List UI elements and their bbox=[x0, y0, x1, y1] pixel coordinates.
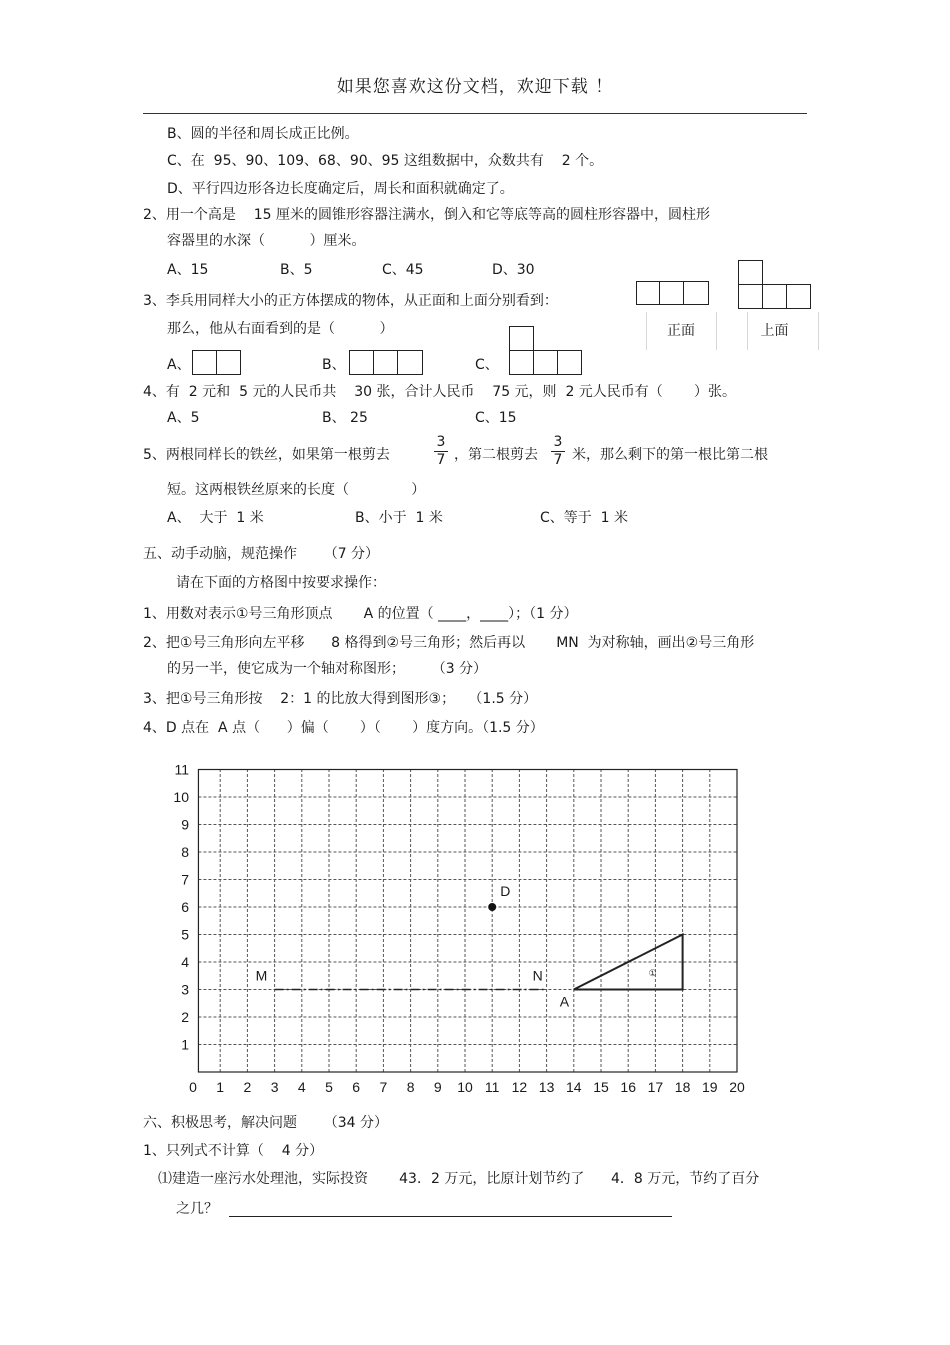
q2-line2: 容器里的水深（ ）厘米。 bbox=[167, 233, 366, 249]
section-5-item-2b: 的另一半，使它成为一个轴对称图形； （3 分） bbox=[167, 661, 488, 677]
x-tick-label: 20 bbox=[729, 1079, 745, 1095]
section-6-title: 六、积极思考，解决问题 （34 分） bbox=[143, 1115, 388, 1131]
x-tick-label: 3 bbox=[270, 1079, 279, 1095]
fraction-denominator: 7 bbox=[436, 452, 446, 468]
section-6-item-1-1b: 之几？ bbox=[176, 1201, 218, 1217]
x-tick-label: 2 bbox=[243, 1079, 252, 1095]
section-5-item-1: 1、用数对表示①号三角形顶点 A 的位置（ ____，____）；（1 分） bbox=[143, 606, 578, 622]
triangle-1-label: ① bbox=[648, 967, 657, 978]
q3-option-c: C、 bbox=[475, 357, 499, 373]
fraction-numerator: 3 bbox=[551, 434, 565, 452]
section-5-item-2a: 2、把①号三角形向左平移 8 格得到②号三角形；然后再以 MN 为对称轴，画出②号三角形 bbox=[143, 635, 755, 651]
x-tick-label: 13 bbox=[538, 1079, 555, 1095]
y-tick-label: 9 bbox=[181, 816, 189, 833]
x-tick-label: 5 bbox=[325, 1079, 333, 1095]
q5-option-a: A、 大于 1 米 bbox=[167, 510, 264, 526]
q4-line: 4、有 2 元和 5 元的人民币共 30 张，合计人民币 75 元，则 2 元人民币有（ ）张。 bbox=[143, 384, 736, 400]
q2-option-a: A、15 bbox=[167, 262, 209, 278]
x-tick-label: 4 bbox=[297, 1079, 306, 1095]
x-tick-label: 12 bbox=[511, 1079, 528, 1095]
point-d bbox=[488, 903, 496, 911]
q2-line1: 2、用一个高是 15 厘米的圆锥形容器注满水，倒入和它等底等高的圆柱形容器中，圆柱形 bbox=[143, 207, 710, 223]
x-tick-label: 18 bbox=[674, 1079, 691, 1095]
option-d: D、平行四边形各边长度确定后，周长和面积就确定了。 bbox=[167, 181, 514, 197]
y-tick-label: 8 bbox=[181, 844, 189, 860]
y-tick-label: 4 bbox=[181, 954, 189, 970]
x-tick-label: 0 bbox=[189, 1079, 197, 1095]
q5-line1-mid: ，第二根剪去 bbox=[454, 447, 538, 463]
y-tick-label: 10 bbox=[173, 789, 189, 805]
label-n: N bbox=[532, 967, 543, 984]
x-tick-label: 1 bbox=[216, 1079, 225, 1095]
section-6-item-1-1a: ⑴建造一座污水处理池，实际投资 43．2 万元，比原计划节约了 4．8 万元，节约了百分 bbox=[158, 1171, 760, 1187]
x-tick-label: 14 bbox=[566, 1079, 582, 1095]
q4-option-c: C、15 bbox=[475, 410, 517, 426]
y-tick-label: 6 bbox=[181, 899, 189, 915]
y-tick-label: 7 bbox=[181, 871, 189, 888]
x-tick-label: 8 bbox=[406, 1079, 415, 1095]
option-b: B、圆的半径和周长成正比例。 bbox=[167, 126, 359, 142]
q2-option-b: B、5 bbox=[280, 262, 313, 278]
y-tick-label: 5 bbox=[181, 926, 189, 943]
q3-option-b: B、 bbox=[322, 357, 346, 373]
answer-line bbox=[229, 1216, 672, 1217]
q3-front-label: 正面 bbox=[667, 323, 695, 339]
section-6-item-1: 1、只列式不计算（ 4 分） bbox=[143, 1143, 324, 1159]
q5-option-c: C、等于 1 米 bbox=[540, 510, 629, 526]
x-tick-label: 6 bbox=[352, 1079, 361, 1095]
fraction-numerator: 3 bbox=[434, 434, 448, 452]
y-tick-label: 11 bbox=[174, 761, 189, 778]
x-tick-label: 11 bbox=[484, 1079, 500, 1095]
section-5-title: 五、动手动脑，规范操作 （7 分） bbox=[143, 546, 380, 562]
q5-line2: 短。这两根铁丝原来的长度（ ） bbox=[167, 482, 426, 498]
label-a: A bbox=[559, 993, 570, 1010]
x-tick-label: 10 bbox=[457, 1079, 473, 1095]
section-5-item-3: 3、把①号三角形按 2：1 的比放大得到图形③； （1.5 分） bbox=[143, 691, 538, 707]
y-tick-label: 3 bbox=[181, 981, 189, 998]
y-tick-label: 2 bbox=[181, 1009, 189, 1025]
x-tick-label: 17 bbox=[647, 1079, 664, 1095]
q4-option-b: B、 25 bbox=[322, 410, 368, 426]
page-header: 如果您喜欢这份文档，欢迎下载 ！ bbox=[336, 77, 614, 97]
x-tick-label: 16 bbox=[620, 1079, 636, 1095]
section-5-intro: 请在下面的方格图中按要求操作： bbox=[176, 575, 386, 591]
q4-option-a: A、5 bbox=[167, 410, 200, 426]
y-tick-label: 1 bbox=[181, 1036, 189, 1053]
q5-option-b: B、小于 1 米 bbox=[355, 510, 443, 526]
q3-line2: 那么，他从右面看到的是（ ） bbox=[167, 321, 394, 337]
q5-line1-pre: 5、两根同样长的铁丝，如果第一根剪去 bbox=[143, 447, 390, 463]
q2-option-c: C、45 bbox=[382, 262, 424, 278]
label-d: D bbox=[500, 883, 511, 899]
q3-top-label: 上面 bbox=[760, 323, 789, 339]
section-5-item-4: 4、D 点在 A 点（ ）偏（ ）（ ）度方向。（1.5 分） bbox=[143, 720, 544, 736]
x-tick-label: 7 bbox=[379, 1079, 388, 1095]
x-tick-label: 9 bbox=[433, 1079, 442, 1095]
x-tick-label: 19 bbox=[702, 1079, 718, 1095]
x-tick-label: 15 bbox=[593, 1079, 609, 1095]
q3-line1: 3、李兵用同样大小的正方体摆成的物体，从正面和上面分别看到： bbox=[143, 293, 558, 309]
option-c: C、在 95、90、109、68、90、95 这组数据中，众数共有 2 个。 bbox=[167, 153, 604, 169]
q3-option-a: A、 bbox=[167, 357, 191, 373]
grid-border bbox=[198, 770, 737, 1073]
q5-line1-post: 米，那么剩下的第一根比第二根 bbox=[572, 447, 768, 463]
q2-option-d: D、30 bbox=[492, 262, 535, 278]
label-m: M bbox=[255, 967, 268, 984]
fraction-denominator: 7 bbox=[553, 452, 563, 468]
